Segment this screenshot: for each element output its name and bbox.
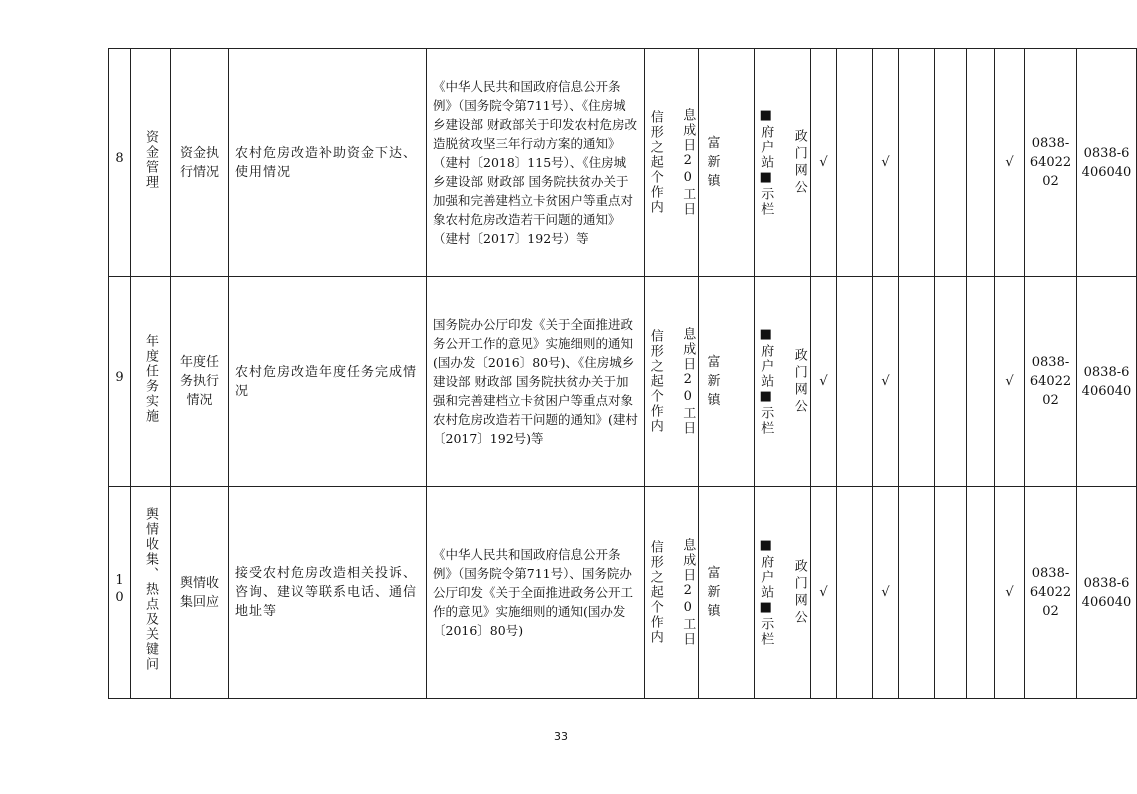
time-limit-right-text: 息成日20工日 [680, 538, 696, 647]
basis-text: 国务院办公厅印发《关于全面推进政务公开工作的意见》实施细则的通知(国办发〔2016〕80号)、《住房城乡建设部 财政部 国务院扶贫办关于加强和完善建档立卡贫困户等重点对象农村危房改造若干问题的通知》(建村〔2017〕192号)等 [433, 317, 638, 446]
check-cell-7 [995, 277, 1025, 487]
check-cell-2 [837, 49, 873, 277]
channel-cell [755, 49, 811, 277]
subject-text: 富新镇 [707, 566, 735, 619]
category-cell [131, 49, 171, 277]
phone-text: 0838-6402202 [1029, 136, 1072, 189]
time-limit-cell [645, 487, 699, 699]
check-cell-4 [899, 277, 935, 487]
channel-left-text: ■府户站■示栏 [758, 108, 774, 217]
phone-cell-2 [1077, 277, 1137, 487]
check-cell-6 [967, 277, 995, 487]
check-mark: √ [1005, 155, 1014, 170]
check-mark: √ [881, 585, 890, 600]
item-text: 舆情收集回应 [179, 575, 219, 610]
phone-text: 0838-6402202 [1029, 566, 1072, 619]
time-limit-cell [645, 277, 699, 487]
check-mark: √ [881, 155, 890, 170]
phone-cell-1 [1025, 49, 1077, 277]
category-cell [131, 487, 171, 699]
check-mark: √ [881, 374, 890, 389]
check-mark: √ [819, 374, 828, 389]
page-number: 33 [554, 730, 568, 743]
item-text: 年度任务执行情况 [179, 355, 219, 408]
check-cell-6 [967, 49, 995, 277]
row-number [109, 49, 131, 277]
check-cell-1 [811, 277, 837, 487]
content-cell [229, 487, 427, 699]
row-number [109, 487, 131, 699]
time-limit-right-text: 息成日20工日 [680, 108, 696, 217]
basis-text: 《中华人民共和国政府信息公开条例》（国务院令第711号）、《住房城乡建设部 财政部关于印发农村危房改造脱贫攻坚三年行动方案的通知》（建村〔2018〕115号）、《住房城乡建设部 财政部 国务院扶贫办关于加强和完善建档立卡贫困户等重点对象农村危房改造若干问题的通知》（建村〔2017〕192号）等 [433, 79, 637, 246]
category-text: 年度任务实施 [143, 333, 158, 424]
phone-cell-1 [1025, 487, 1077, 699]
subject-cell [699, 487, 755, 699]
time-limit-left-text: 信形之起个作内 [647, 110, 663, 215]
basis-cell [427, 277, 645, 487]
time-limit-cell [645, 49, 699, 277]
phone-cell-1 [1025, 277, 1077, 487]
channel-right-text: 政门网公 [791, 558, 807, 627]
basis-text: 《中华人民共和国政府信息公开条例》（国务院令第711号）、国务院办公厅印发《关于全面推进政务公开工作的意见》实施细则的通知(国办发〔2016〕80号) [433, 547, 634, 638]
item-cell [171, 49, 229, 277]
content-cell [229, 49, 427, 277]
check-mark: √ [819, 585, 828, 600]
channel-left-text: ■府户站■示栏 [758, 538, 774, 647]
check-cell-5 [935, 49, 967, 277]
row-number [109, 277, 131, 487]
row-number-text: 9 [112, 370, 127, 387]
check-cell-6 [967, 487, 995, 699]
channel-cell [755, 277, 811, 487]
time-limit-right-text: 息成日20工日 [680, 327, 696, 436]
channel-left-text: ■府户站■示栏 [758, 327, 774, 436]
phone-cell-2 [1077, 49, 1137, 277]
check-cell-7 [995, 49, 1025, 277]
check-cell-3 [873, 487, 899, 699]
check-cell-2 [837, 487, 873, 699]
row-number-text: 10 [112, 572, 127, 607]
check-cell-7 [995, 487, 1025, 699]
subject-text: 富新镇 [707, 355, 735, 408]
content-text: 农村危房改造年度任务完成情况 [235, 364, 418, 399]
disclosure-table [108, 48, 1137, 699]
check-cell-1 [811, 49, 837, 277]
subject-cell [699, 277, 755, 487]
check-cell-4 [899, 487, 935, 699]
content-text: 农村危房改造补助资金下达、使用情况 [235, 145, 418, 180]
phone-text: 0838-6406040 [1081, 575, 1132, 610]
phone-text: 0838-6406040 [1081, 145, 1132, 180]
item-text: 资金执行情况 [179, 145, 219, 180]
basis-cell [427, 49, 645, 277]
time-limit-left-text: 信形之起个作内 [647, 329, 663, 434]
content-cell [229, 277, 427, 487]
phone-cell-2 [1077, 487, 1137, 699]
category-text: 舆情收集、热点及关键问 [143, 507, 158, 672]
category-cell [131, 277, 171, 487]
category-text: 资金管理 [143, 129, 158, 190]
check-cell-4 [899, 49, 935, 277]
subject-cell [699, 49, 755, 277]
phone-text: 0838-6406040 [1081, 364, 1132, 399]
check-cell-5 [935, 277, 967, 487]
subject-text: 富新镇 [707, 136, 735, 189]
check-cell-3 [873, 49, 899, 277]
time-limit-left-text: 信形之起个作内 [647, 540, 663, 645]
check-mark: √ [1005, 374, 1014, 389]
channel-right-text: 政门网公 [791, 347, 807, 416]
table-row [109, 49, 1137, 277]
check-cell-2 [837, 277, 873, 487]
item-cell [171, 487, 229, 699]
table-row [109, 487, 1137, 699]
row-number-text: 8 [112, 151, 127, 168]
check-cell-3 [873, 277, 899, 487]
channel-cell [755, 487, 811, 699]
check-cell-5 [935, 487, 967, 699]
check-cell-1 [811, 487, 837, 699]
phone-text: 0838-6402202 [1029, 355, 1072, 408]
channel-right-text: 政门网公 [791, 128, 807, 197]
table-row [109, 277, 1137, 487]
basis-cell [427, 487, 645, 699]
item-cell [171, 277, 229, 487]
content-text: 接受农村危房改造相关投诉、咨询、建议等联系电话、通信地址等 [235, 566, 418, 619]
check-mark: √ [819, 155, 828, 170]
check-mark: √ [1005, 585, 1014, 600]
